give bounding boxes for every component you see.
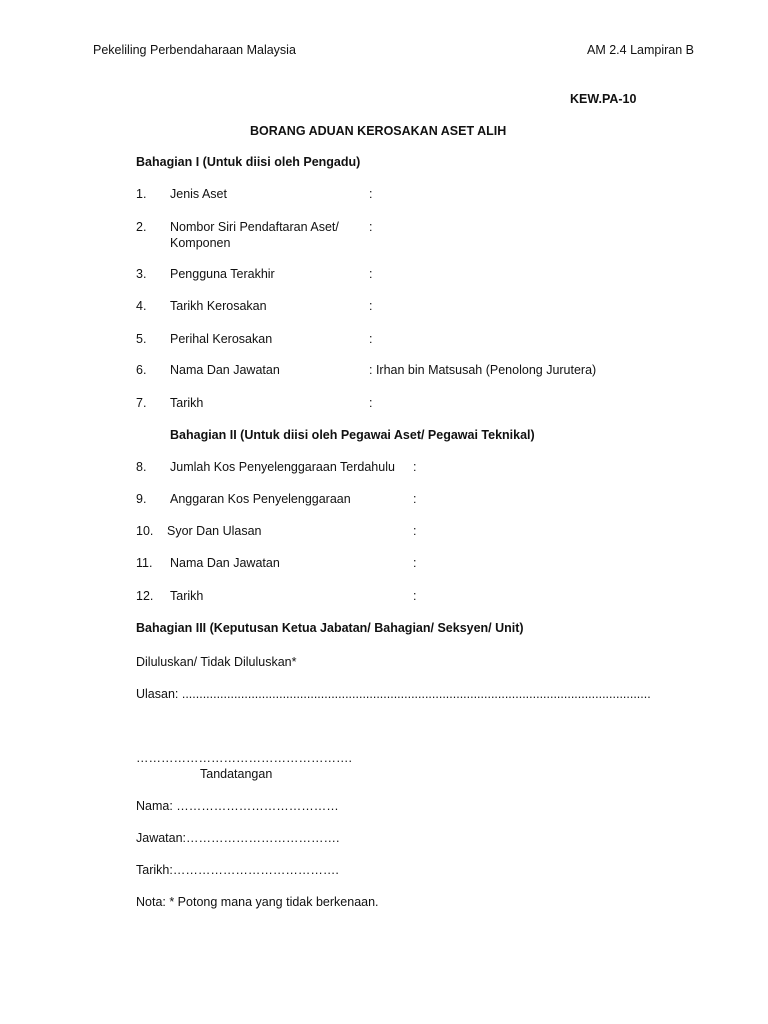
remarks-line: Ulasan: ....................................................................................................................................... [136, 687, 651, 701]
item-label: Pengguna Terakhir [170, 267, 275, 281]
item-label: Tarikh Kerosakan [170, 299, 267, 313]
item-label: Nama Dan Jawatan [170, 556, 280, 570]
item-label-continued: Komponen [170, 236, 231, 250]
item-value: : [369, 187, 373, 201]
item-number: 11. [136, 556, 153, 570]
item-label: Anggaran Kos Penyelenggaraan [170, 492, 351, 506]
position-field: Jawatan:………………………………. [136, 831, 340, 845]
item-value: : [369, 267, 373, 281]
item-number: 2. [136, 220, 147, 234]
item-number: 5. [136, 332, 147, 346]
part1-heading: Bahagian I (Untuk diisi oleh Pengadu) [136, 155, 361, 169]
item-label: Jumlah Kos Penyelenggaraan Terdahulu [170, 460, 395, 474]
document-header-left: Pekeliling Perbendaharaan Malaysia [93, 43, 296, 57]
signature-line: ……………………………………………. [136, 751, 352, 765]
item-value: : [413, 556, 417, 570]
part3-heading: Bahagian III (Keputusan Ketua Jabatan/ Bahagian/ Seksyen/ Unit) [136, 621, 524, 635]
form-title: BORANG ADUAN KEROSAKAN ASET ALIH [250, 124, 507, 138]
item-label: Nombor Siri Pendaftaran Aset/ [170, 220, 339, 234]
item-number: 1. [136, 187, 147, 201]
item-number: 9. [136, 492, 147, 506]
name-field: Nama: ………………………………… [136, 799, 339, 813]
item-value: : [413, 492, 417, 506]
date-field: Tarikh:…………………………………. [136, 863, 339, 877]
signature-label: Tandatangan [200, 767, 273, 781]
item-label: Tarikh [170, 589, 204, 603]
footnote: Nota: * Potong mana yang tidak berkenaan. [136, 895, 379, 909]
item-number: 8. [136, 460, 147, 474]
item-value: : [369, 396, 373, 410]
item-value: : [413, 460, 417, 474]
item-label: Jenis Aset [170, 187, 227, 201]
item-value: : [369, 220, 373, 234]
item-number: 3. [136, 267, 147, 281]
item-label: Perihal Kerosakan [170, 332, 273, 346]
item-number: 4. [136, 299, 147, 313]
item-label: Syor Dan Ulasan [167, 524, 262, 538]
item-label: Tarikh [170, 396, 204, 410]
item-value: : Irhan bin Matsusah (Penolong Jurutera) [369, 363, 597, 377]
decision-text: Diluluskan/ Tidak Diluluskan* [136, 655, 297, 669]
item-value: : [413, 589, 417, 603]
item-number: 10. [136, 524, 154, 538]
item-label: Nama Dan Jawatan [170, 363, 280, 377]
item-value: : [369, 332, 373, 346]
form-code: KEW.PA-10 [570, 92, 637, 106]
item-value: : [369, 299, 373, 313]
item-number: 12. [136, 589, 154, 603]
item-number: 7. [136, 396, 147, 410]
item-number: 6. [136, 363, 147, 377]
document-header-right: AM 2.4 Lampiran B [587, 43, 694, 57]
item-value: : [413, 524, 417, 538]
part2-heading: Bahagian II (Untuk diisi oleh Pegawai Aset/ Pegawai Teknikal) [170, 428, 535, 442]
